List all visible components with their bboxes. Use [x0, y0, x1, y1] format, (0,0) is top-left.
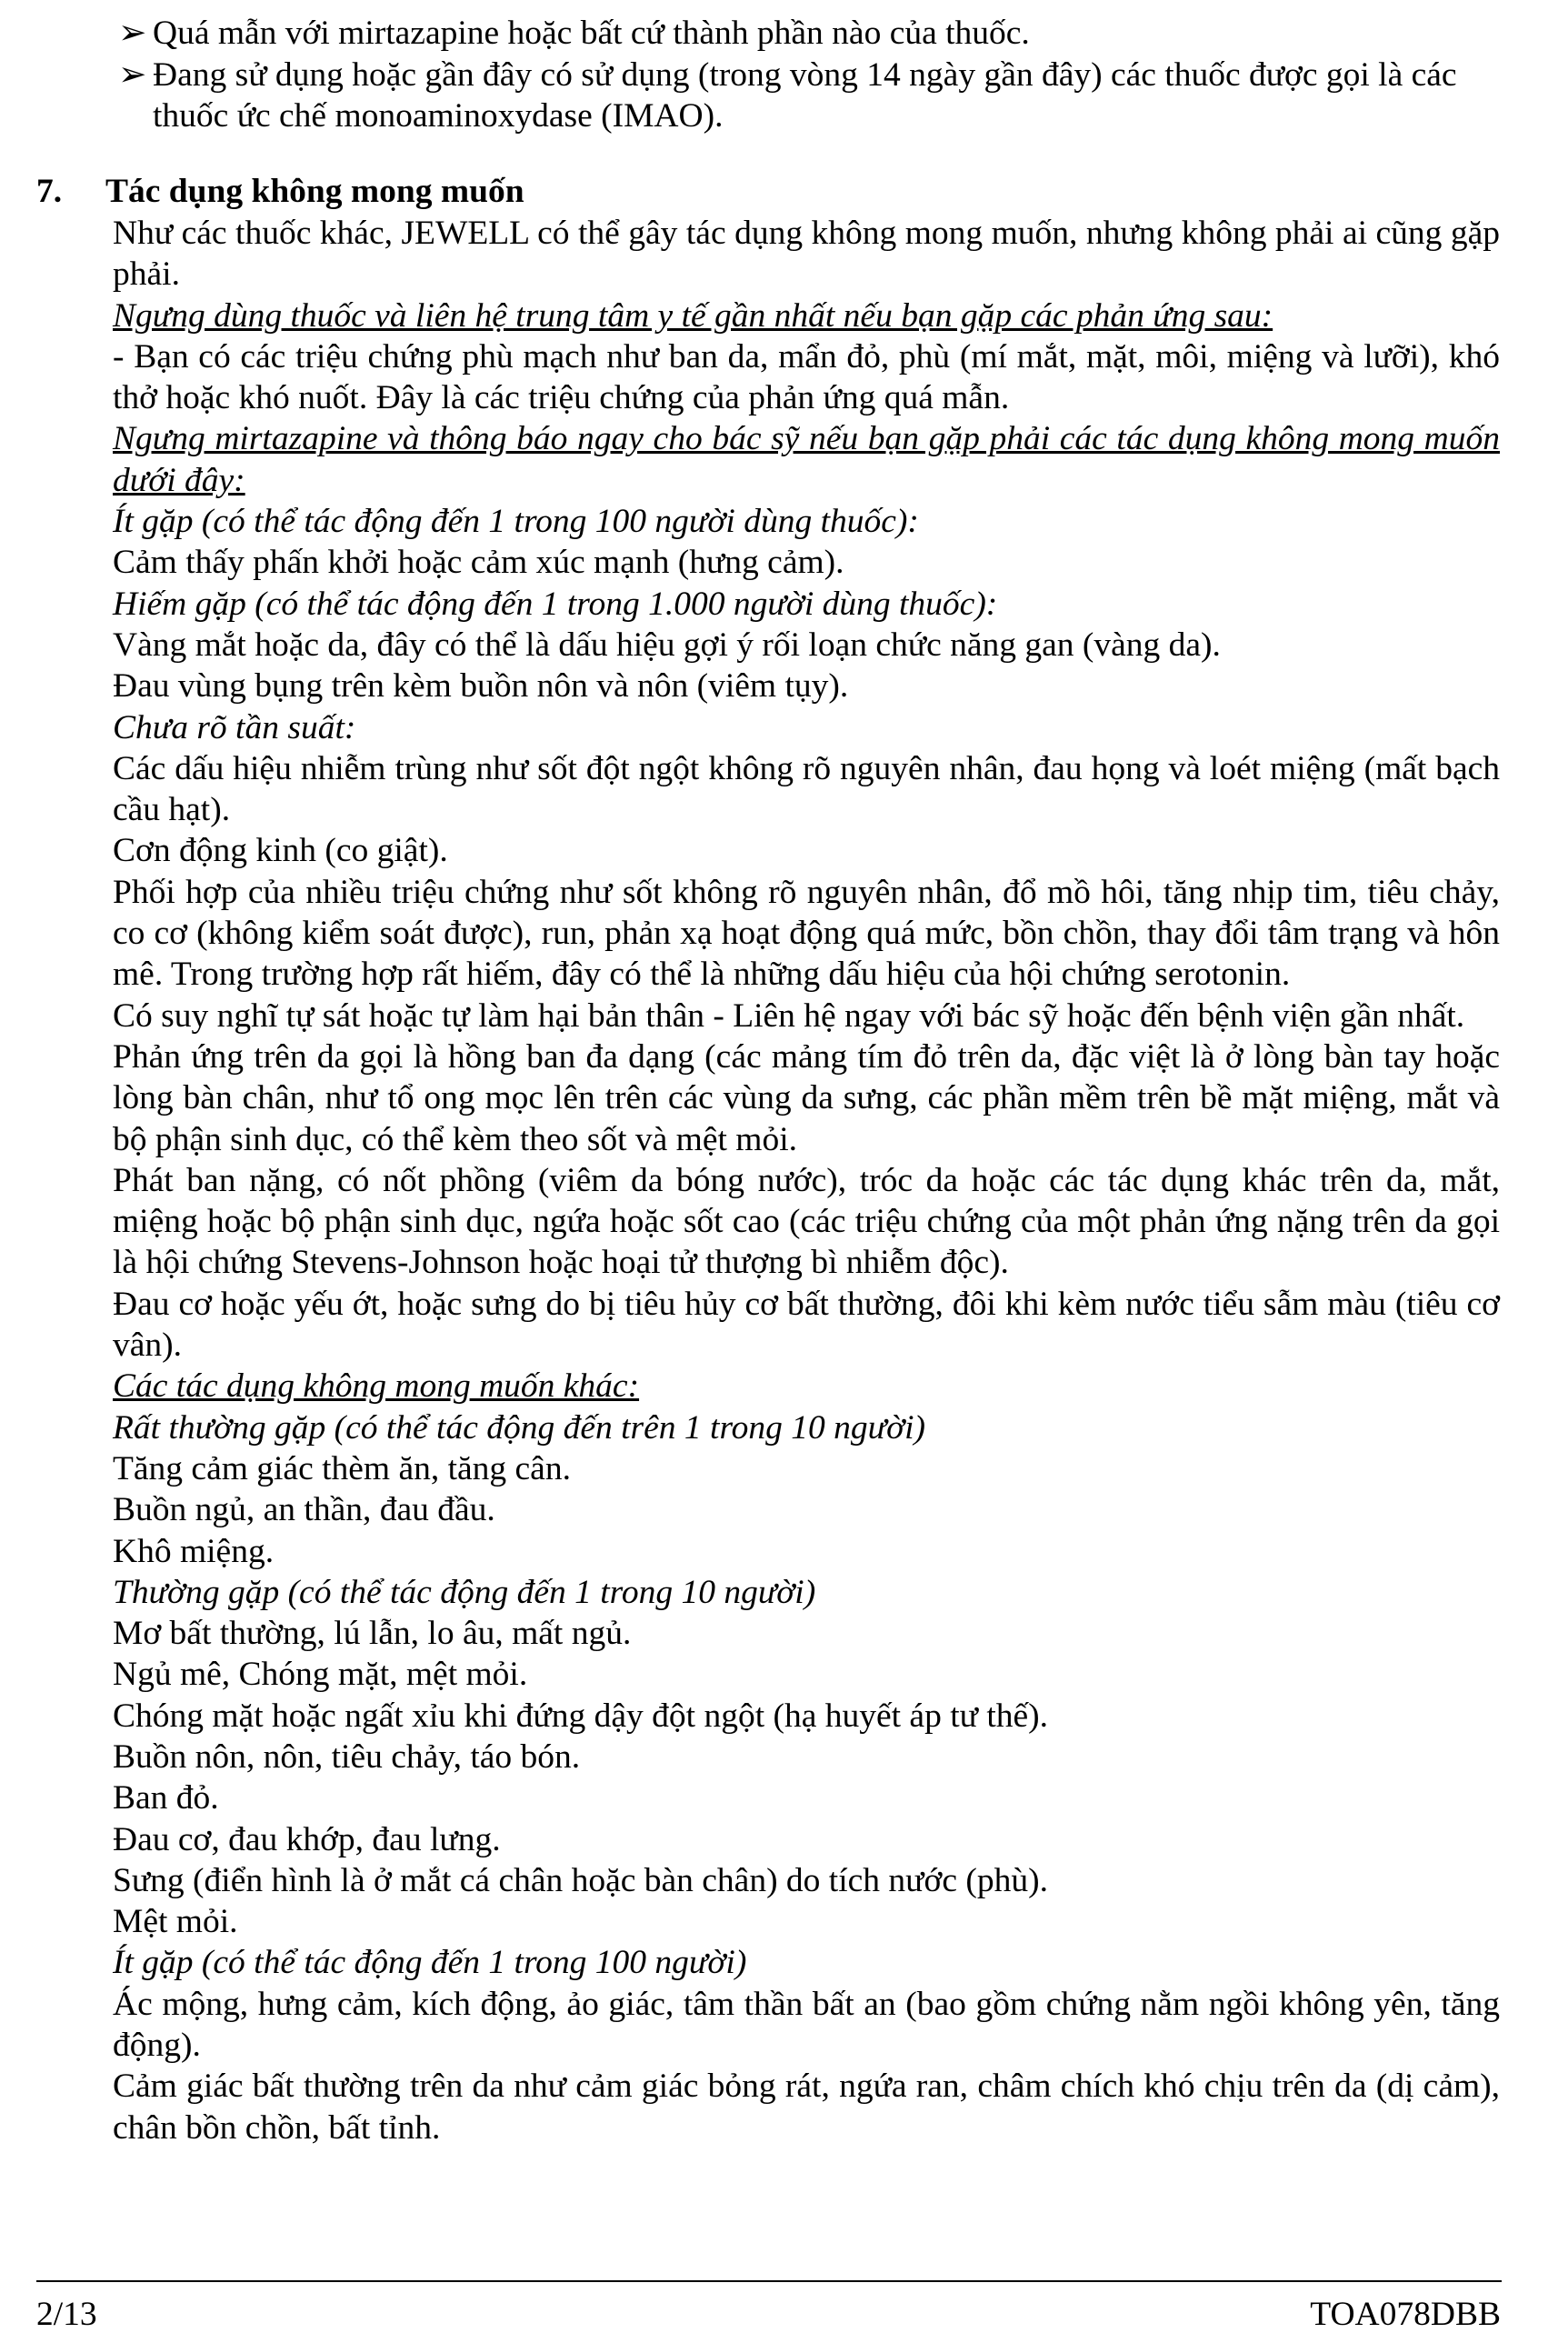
page-number: 2/13 — [36, 2296, 97, 2333]
body-paragraph: Tăng cảm giác thèm ăn, tăng cân. — [113, 1449, 571, 1487]
subsection-heading: Các tác dụng không mong muốn khác: — [113, 1367, 640, 1406]
arrow-bullet-icon: ➢ — [118, 15, 147, 52]
body-paragraph: Ban đỏ. — [113, 1779, 219, 1817]
bullet-text: Quá mẫn với mirtazapine hoặc bất cứ thành phần nào của thuốc. — [153, 15, 1030, 52]
footer-divider — [36, 2280, 1502, 2282]
frequency-heading: Chưa rõ tần suất: — [113, 708, 356, 746]
subsection-heading: Ngưng mirtazapine và thông báo ngay cho bác sỹ nếu bạn gặp phải các tác dụng không mong muốn dưới đây: — [113, 420, 1500, 499]
frequency-heading: Ít gặp (có thể tác động đến 1 trong 100 người dùng thuốc): — [113, 503, 919, 541]
body-paragraph: Ác mộng, hưng cảm, kích động, ảo giác, tâm thần bất an (bao gồm chứng nằm ngồi không yên, tăng động). — [113, 1985, 1500, 2065]
body-paragraph: Khô miệng. — [113, 1532, 275, 1570]
body-paragraph: Buồn ngủ, an thần, đau đầu. — [113, 1491, 495, 1529]
body-paragraph: Vàng mắt hoặc da, đây có thể là dấu hiệu gợi ý rối loạn chức năng gan (vàng da). — [113, 626, 1221, 664]
bullet-item — [118, 13, 1500, 54]
body-paragraph: Đau vùng bụng trên kèm buồn nôn và nôn (viêm tụy). — [113, 667, 849, 706]
body-paragraph: Cảm thấy phấn khởi hoặc cảm xúc mạnh (hưng cảm). — [113, 544, 844, 582]
bullet-item — [118, 55, 1500, 136]
body-paragraph: Có suy nghĩ tự sát hoặc tự làm hại bản thân - Liên hệ ngay với bác sỹ hoặc đến bệnh viện gần nhất. — [113, 996, 1465, 1035]
body-paragraph: Ngủ mê, Chóng mặt, mệt mỏi. — [113, 1656, 528, 1694]
body-paragraph: Mệt mỏi. — [113, 1903, 238, 1941]
body-paragraph: Đau cơ hoặc yếu ớt, hoặc sưng do bị tiêu hủy cơ bất thường, đôi khi kèm nước tiểu sẫm màu (tiêu cơ vân). — [113, 1285, 1500, 1365]
frequency-heading: Thường gặp (có thể tác động đến 1 trong 10 người) — [113, 1573, 816, 1611]
body-paragraph: Chóng mặt hoặc ngất xỉu khi đứng dậy đột ngột (hạ huyết áp tư thế). — [113, 1697, 1048, 1735]
body-paragraph: Phát ban nặng, có nốt phồng (viêm da bóng nước), tróc da hoặc các tác dụng khác trên da, mắt, miệng hoặc bộ phận sinh dục, ngứa hoặc sốt cao (các triệu chứng của một phản ứng nặng trên da gọi là hội chứng Stevens-Johnson hoặc hoại tử thượng bì nhiễm độc). — [113, 1161, 1500, 1282]
arrow-bullet-icon: ➢ — [118, 56, 147, 94]
frequency-heading: Ít gặp (có thể tác động đến 1 trong 100 người) — [113, 1944, 747, 1982]
body-paragraph: Cơn động kinh (co giật). — [113, 832, 448, 870]
body-paragraph: Các dấu hiệu nhiễm trùng như sốt đột ngột không rõ nguyên nhân, đau họng và loét miệng (mất bạch cầu hạt). — [113, 749, 1500, 829]
body-paragraph: Mơ bất thường, lú lẫn, lo âu, mất ngủ. — [113, 1615, 632, 1653]
frequency-heading: Rất thường gặp (có thể tác động đến trên 1 trong 10 người) — [113, 1408, 926, 1447]
section-title: Tác dụng không mong muốn — [105, 173, 524, 210]
body-paragraph: Buồn nôn, nôn, tiêu chảy, táo bón. — [113, 1737, 581, 1776]
body-paragraph: Như các thuốc khác, JEWELL có thể gây tác dụng không mong muốn, nhưng không phải ai cũng gặp phải. — [113, 215, 1500, 294]
body-paragraph: Phối hợp của nhiều triệu chứng như sốt không rõ nguyên nhân, đổ mồ hôi, tăng nhịp tim, tiêu chảy, co cơ (không kiểm soát được), run, phản xạ hoạt động quá mức, bồn chồn, thay đổi tâm trạng và hôn mê. Trong trường hợp rất hiếm, đây có thể là những dấu hiệu của hội chứng serotonin. — [113, 873, 1500, 994]
frequency-heading: Hiếm gặp (có thể tác động đến 1 trong 1.000 người dùng thuốc): — [113, 585, 998, 623]
body-paragraph: Sưng (điển hình là ở mắt cá chân hoặc bàn chân) do tích nước (phù). — [113, 1861, 1048, 1899]
bullet-text: Đang sử dụng hoặc gần đây có sử dụng (trong vòng 14 ngày gần đây) các thuốc được gọi là các thuốc ức chế monoaminoxydase (IMAO). — [153, 56, 1457, 135]
body-paragraph: - Bạn có các triệu chứng phù mạch như ban da, mẩn đỏ, phù (mí mắt, mặt, môi, miệng và lưỡi), khó thở hoặc khó nuốt. Đây là các triệu chứng của phản ứng quá mẫn. — [113, 337, 1500, 417]
document-code: TOA078DBB — [1310, 2296, 1501, 2333]
section-body — [113, 213, 1500, 2148]
section-number: 7. — [36, 173, 63, 210]
subsection-heading: Ngưng dùng thuốc và liên hệ trung tâm y tế gần nhất nếu bạn gặp các phản ứng sau: — [113, 296, 1273, 335]
body-paragraph: Đau cơ, đau khớp, đau lưng. — [113, 1820, 501, 1858]
body-paragraph: Phản ứng trên da gọi là hồng ban đa dạng (các mảng tím đỏ trên da, đặc việt là ở lòng bàn tay hoặc lòng bàn chân, như tổ ong mọc lên trên các vùng da sưng, các phần mềm trên bề mặt miệng, mắt và bộ phận sinh dục, có thể kèm theo sốt và mệt mỏi. — [113, 1037, 1500, 1158]
body-paragraph: Cảm giác bất thường trên da như cảm giác bỏng rát, ngứa ran, châm chích khó chịu trên da (dị cảm), chân bồn chồn, bất tỉnh. — [113, 2068, 1500, 2147]
